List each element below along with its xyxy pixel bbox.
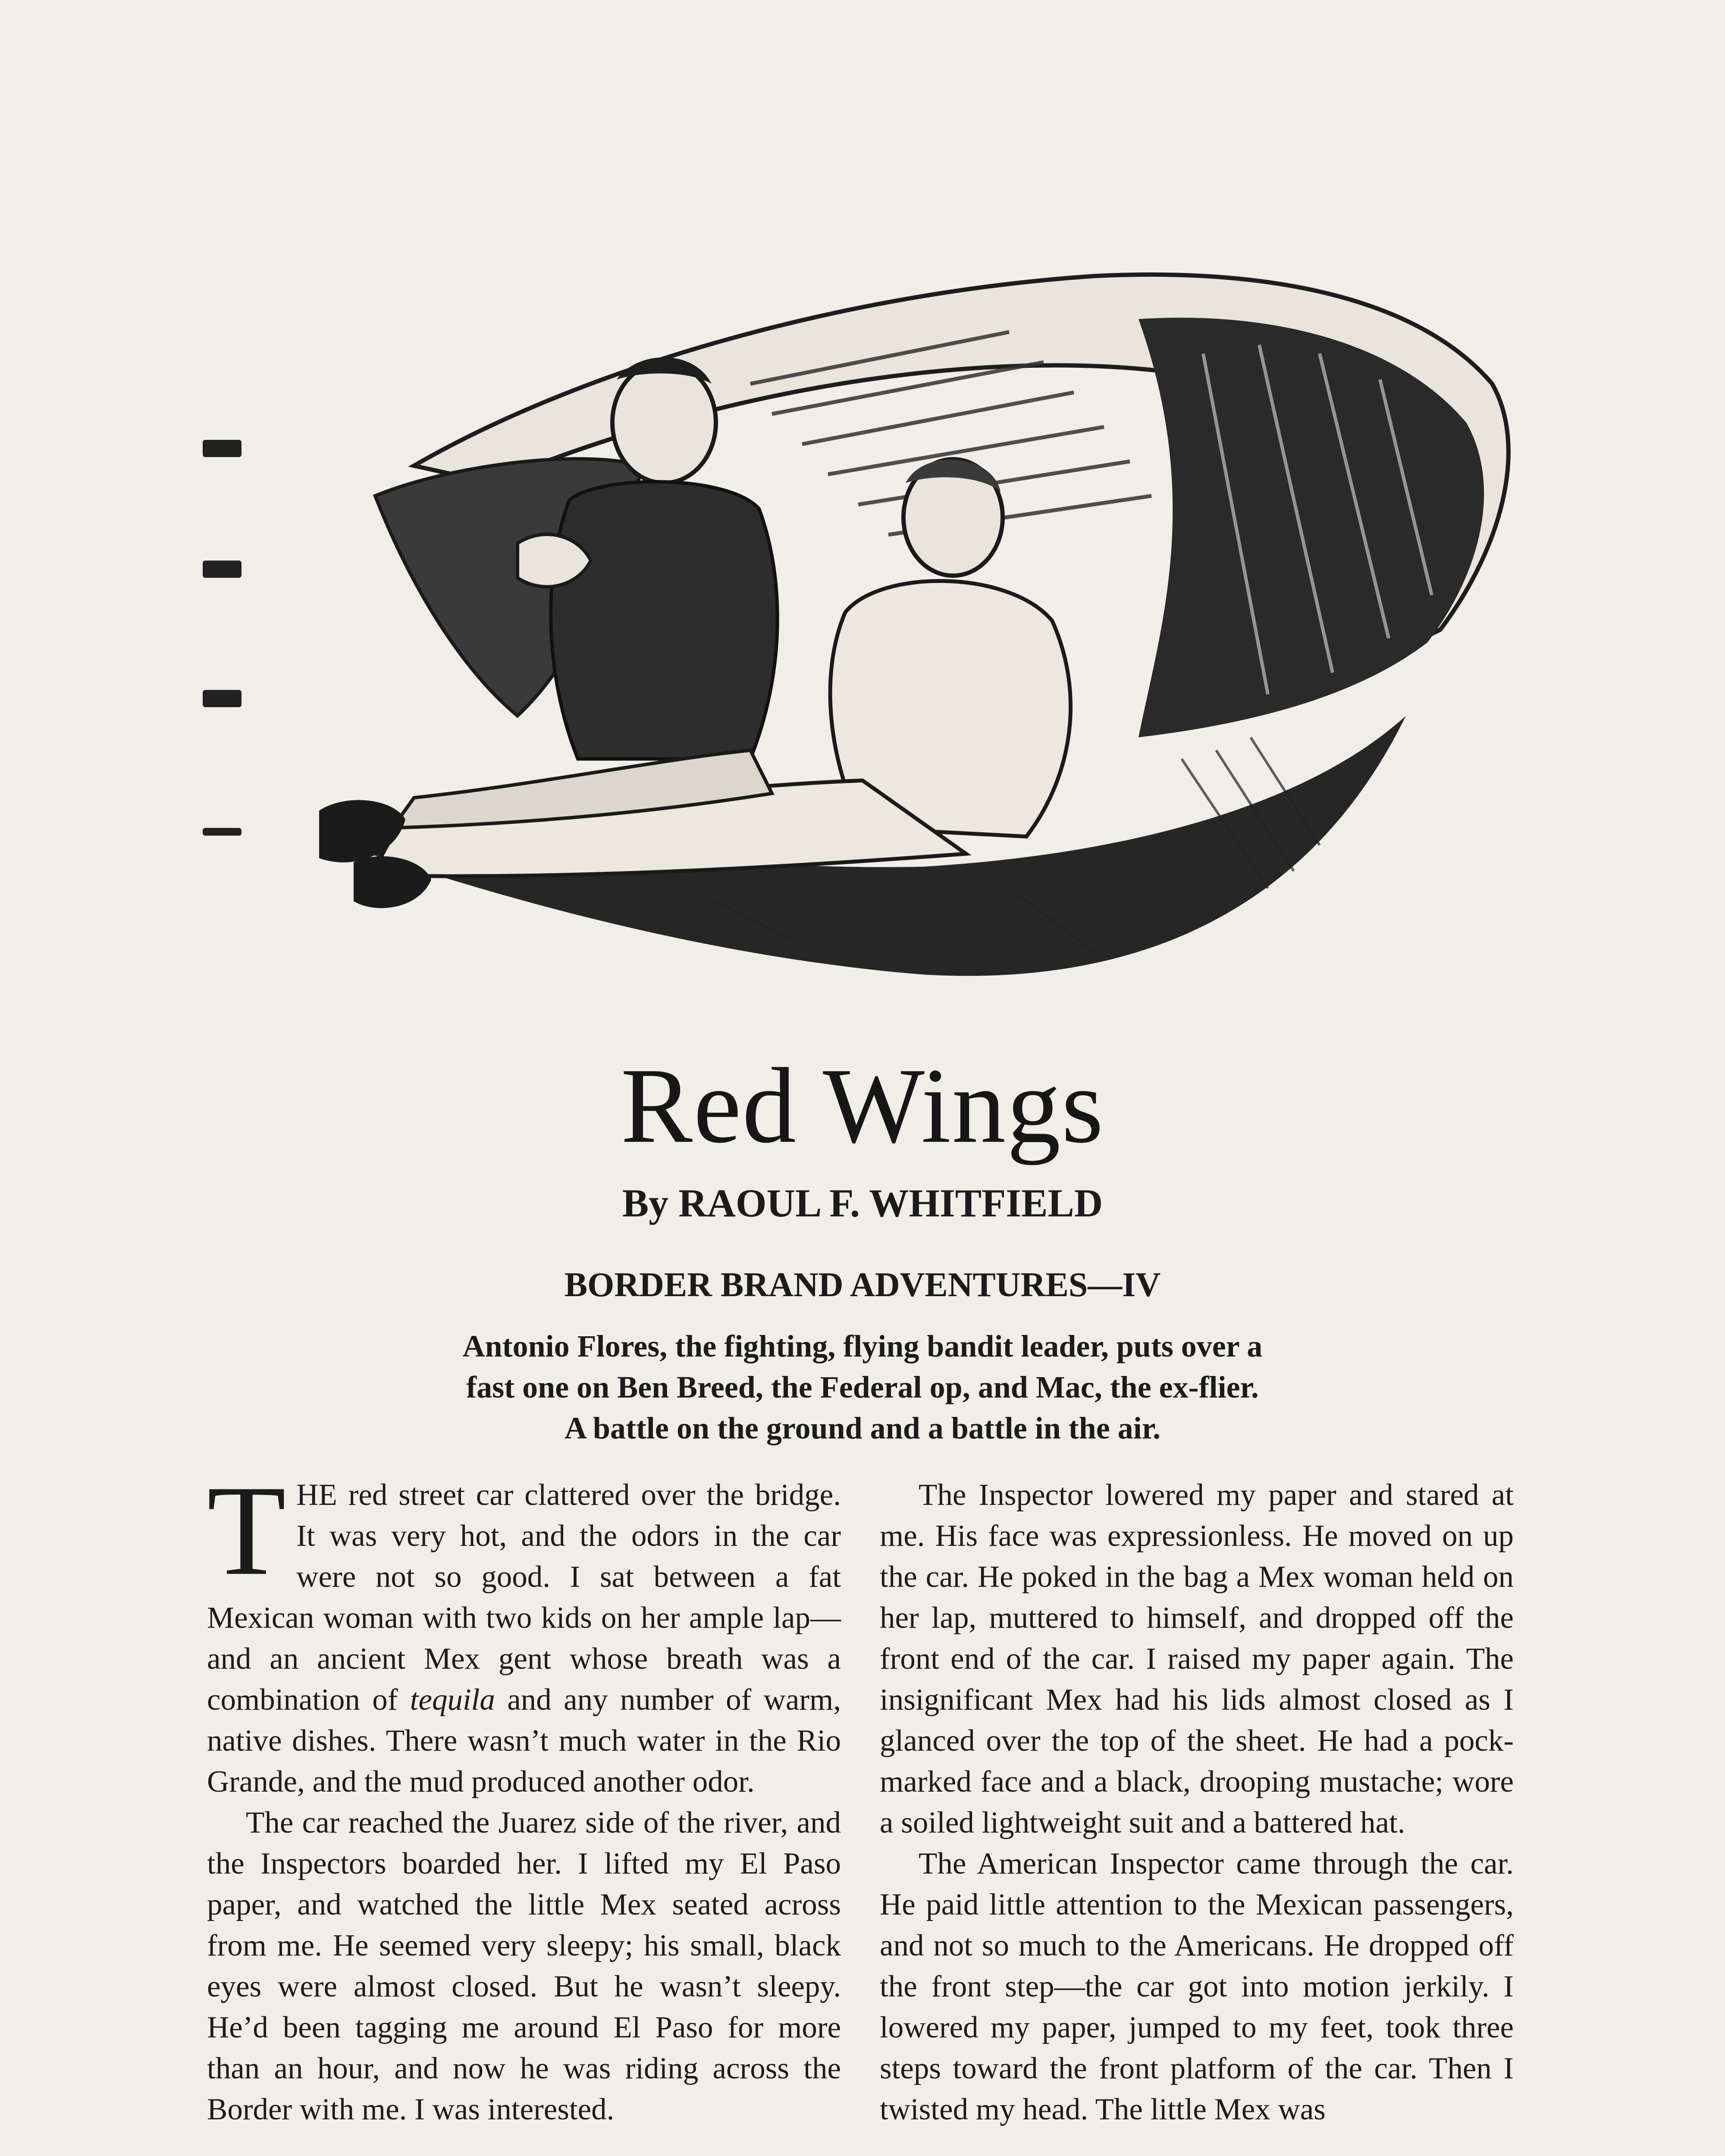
story-byline: By RAOUL F. WHITFIELD xyxy=(622,1181,1103,1225)
opening-word: HE xyxy=(296,1478,337,1512)
aircraft-sketch xyxy=(190,241,1535,1031)
margin-mark xyxy=(203,440,242,457)
body-column-left xyxy=(207,1459,841,2130)
paragraph-text: and any number of warm, native dishes. There wasn’t much water in the Rio Grande, and the mud produced another odor. xyxy=(207,1683,841,1799)
series-heading: BORDER BRAND ADVENTURES—IV xyxy=(564,1266,1161,1304)
drop-cap: T xyxy=(207,1459,286,1602)
italic-word: tequila xyxy=(410,1683,495,1717)
body-column-right xyxy=(880,1475,1514,2130)
body-paragraph: The Inspector lowered my paper and stared at me. His face was expressionless. He moved on up the car. He poked in the bag a Mex woman held on her lap, muttered to himself, and dropped off the front end of the car. I raised my paper again. The insignificant Mex had his lids almost closed as I glanced over the top of the sheet. He had a pock-marked face and a black, drooping mustache; wore a soiled lightweight suit and a battered hat. xyxy=(880,1478,1514,1839)
paragraph-text: red street car clattered over the bridge. It was very hot, and the odors in the car were not so good. I sat between a fat Mexican woman with two kids on her ample lap—and an ancient Mex gent whose breath was a combination of xyxy=(207,1478,841,1717)
margin-mark xyxy=(203,828,242,836)
margin-mark xyxy=(203,561,242,578)
margin-marks xyxy=(203,440,259,854)
margin-mark xyxy=(203,690,242,707)
blurb-line: fast one on Ben Breed, the Federal op, and Mac, the ex-flier. xyxy=(466,1370,1259,1404)
blurb-line: Antonio Flores, the fighting, flying bandit leader, puts over a xyxy=(462,1329,1263,1363)
story-illustration xyxy=(190,241,1535,1031)
body-paragraph: The car reached the Juarez side of the river, and the Inspectors boarded her. I lifted my El Paso paper, and watched the little Mex seated across from me. He seemed very sleepy; his small, black eyes were almost closed. But he wasn’t sleepy. He’d been tagging me around El Paso for more than an hour, and now he was riding across the Border with me. I was interested. xyxy=(207,1806,841,2126)
blurb-line: A battle on the ground and a battle in the air. xyxy=(564,1411,1161,1445)
story-title: Red Wings xyxy=(621,1046,1104,1166)
story-blurb xyxy=(242,1326,1484,1449)
body-paragraph xyxy=(207,1459,841,1802)
body-paragraph: The American Inspector came through the car. He paid little attention to the Mexican passengers, and not so much to the Americans. He dropped off the front step—the car got into motion jerkily. I lowered my paper, jumped to my feet, took three steps toward the front platform of the car. Then I twisted my head. The little Mex was xyxy=(880,1847,1514,2126)
